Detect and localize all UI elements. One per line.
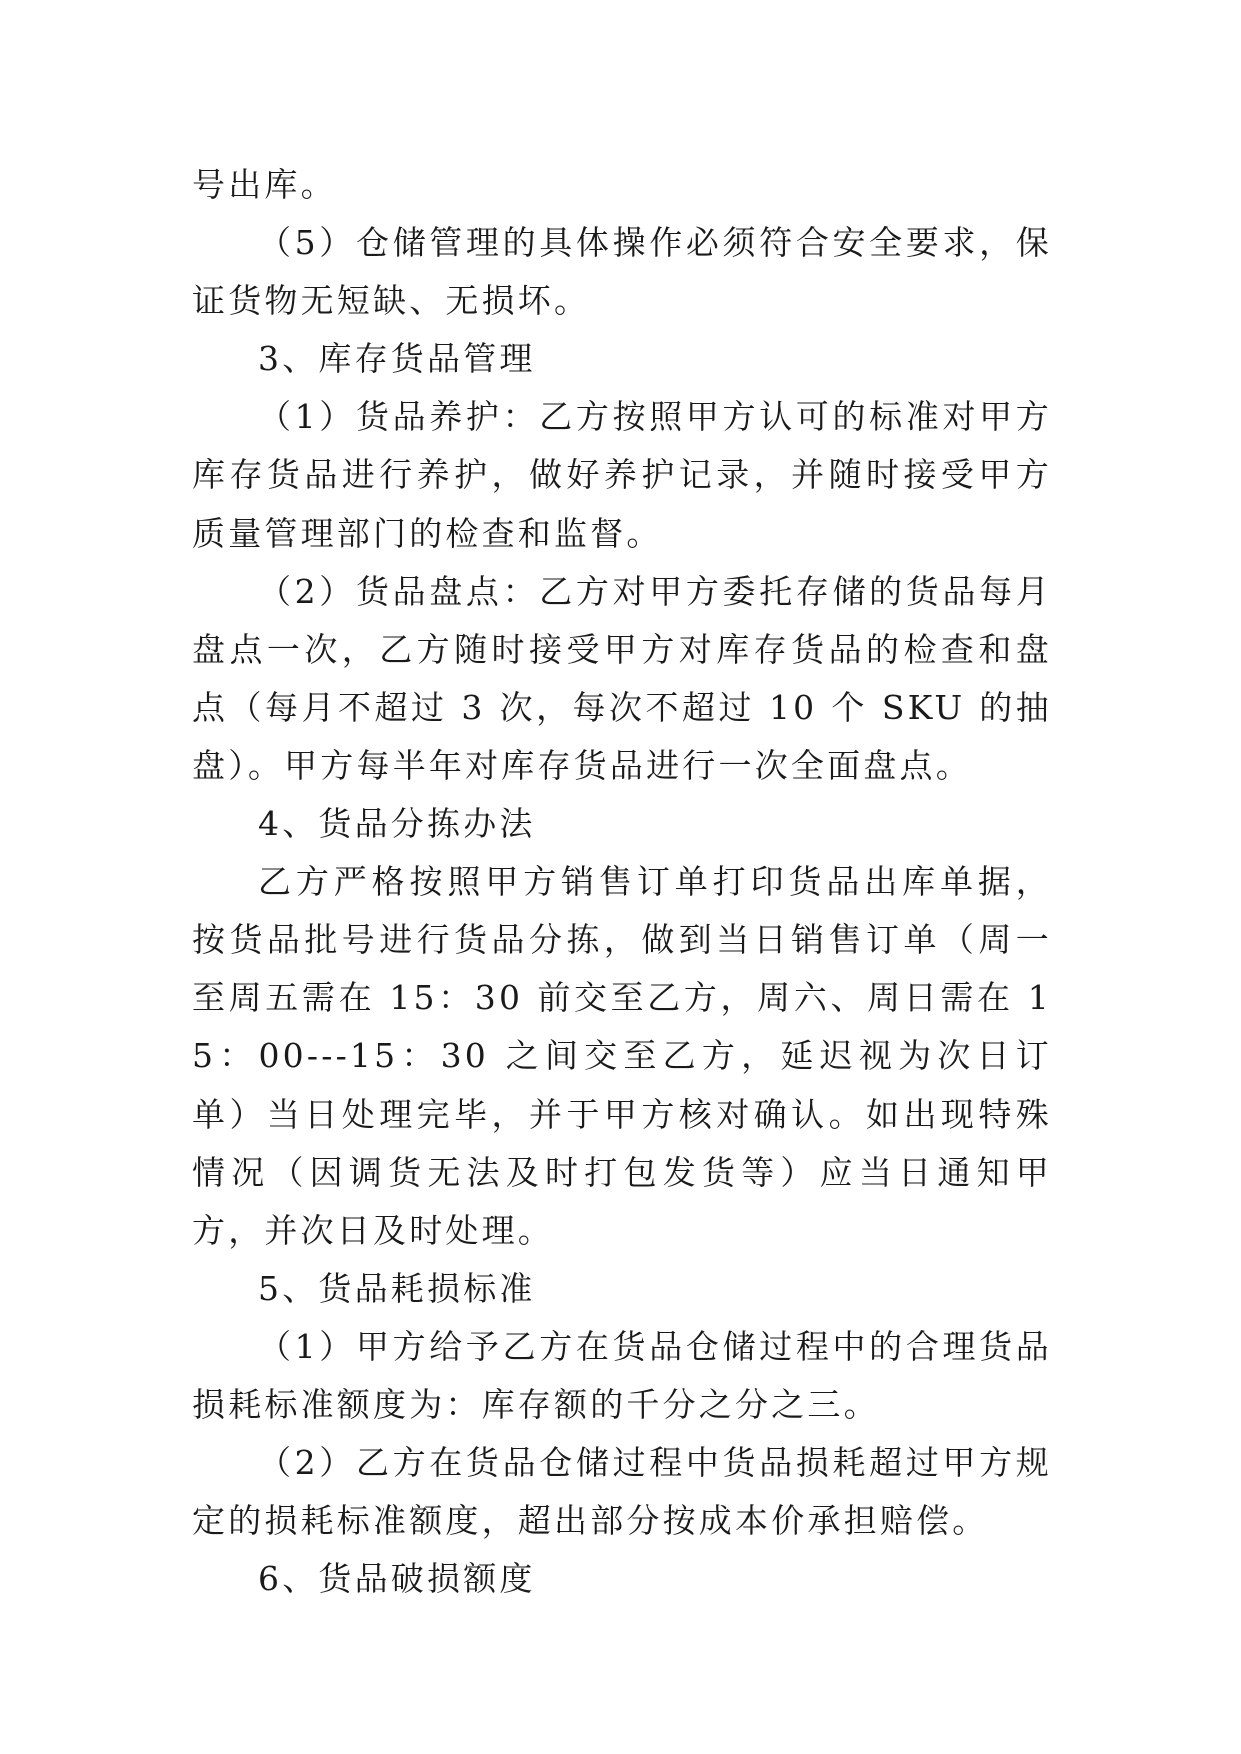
- paragraph-continuation: 号出库。: [192, 165, 337, 204]
- paragraph-item-5-1: （1）甲方给予乙方在货品仓储过程中的合理货品损耗标准额度为：库存额的千分之分之三。: [192, 1326, 1052, 1424]
- section-heading-4: 4、货品分拣办法: [258, 804, 536, 844]
- paragraph-item-2-5: （5）仓储管理的具体操作必须符合安全要求，保证货物无短缺、无损坏。: [192, 223, 1052, 321]
- paragraph-item-5-2: （2）乙方在货品仓储过程中货品损耗超过甲方规定的损耗标准额度，超出部分按成本价承担赔偿。: [192, 1443, 1052, 1541]
- section-heading-6: 6、货品破损额度: [258, 1559, 536, 1599]
- paragraph-item-3-2: （2）货品盘点：乙方对甲方委托存储的货品每月盘点一次，乙方随时接受甲方对库存货品的检查和盘点（每月不超过 3 次，每次不超过 10 个 SKU 的抽盘）。甲方每半年对库存货品进行一次全面盘点。: [192, 571, 1052, 785]
- section-heading-3: 3、库存货品管理: [258, 339, 536, 379]
- document-body: [192, 156, 1052, 1608]
- paragraph-item-3-1: （1）货品养护：乙方按照甲方认可的标准对甲方库存货品进行养护，做好养护记录，并随时接受甲方质量管理部门的检查和监督。: [192, 397, 1052, 553]
- section-heading-5: 5、货品耗损标准: [258, 1268, 536, 1308]
- paragraph-section-4-body: 乙方严格按照甲方销售订单打印货品出库单据，按货品批号进行货品分拣，做到当日销售订单（周一至周五需在 15：30 前交至乙方，周六、周日需在 15：00---15：30 之间交至乙方，延迟视为次日订单）当日处理完毕，并于甲方核对确认。如出现特殊情况（因调货无法及时打包发货等）应当日通知甲方，并次日及时处理。: [192, 862, 1052, 1250]
